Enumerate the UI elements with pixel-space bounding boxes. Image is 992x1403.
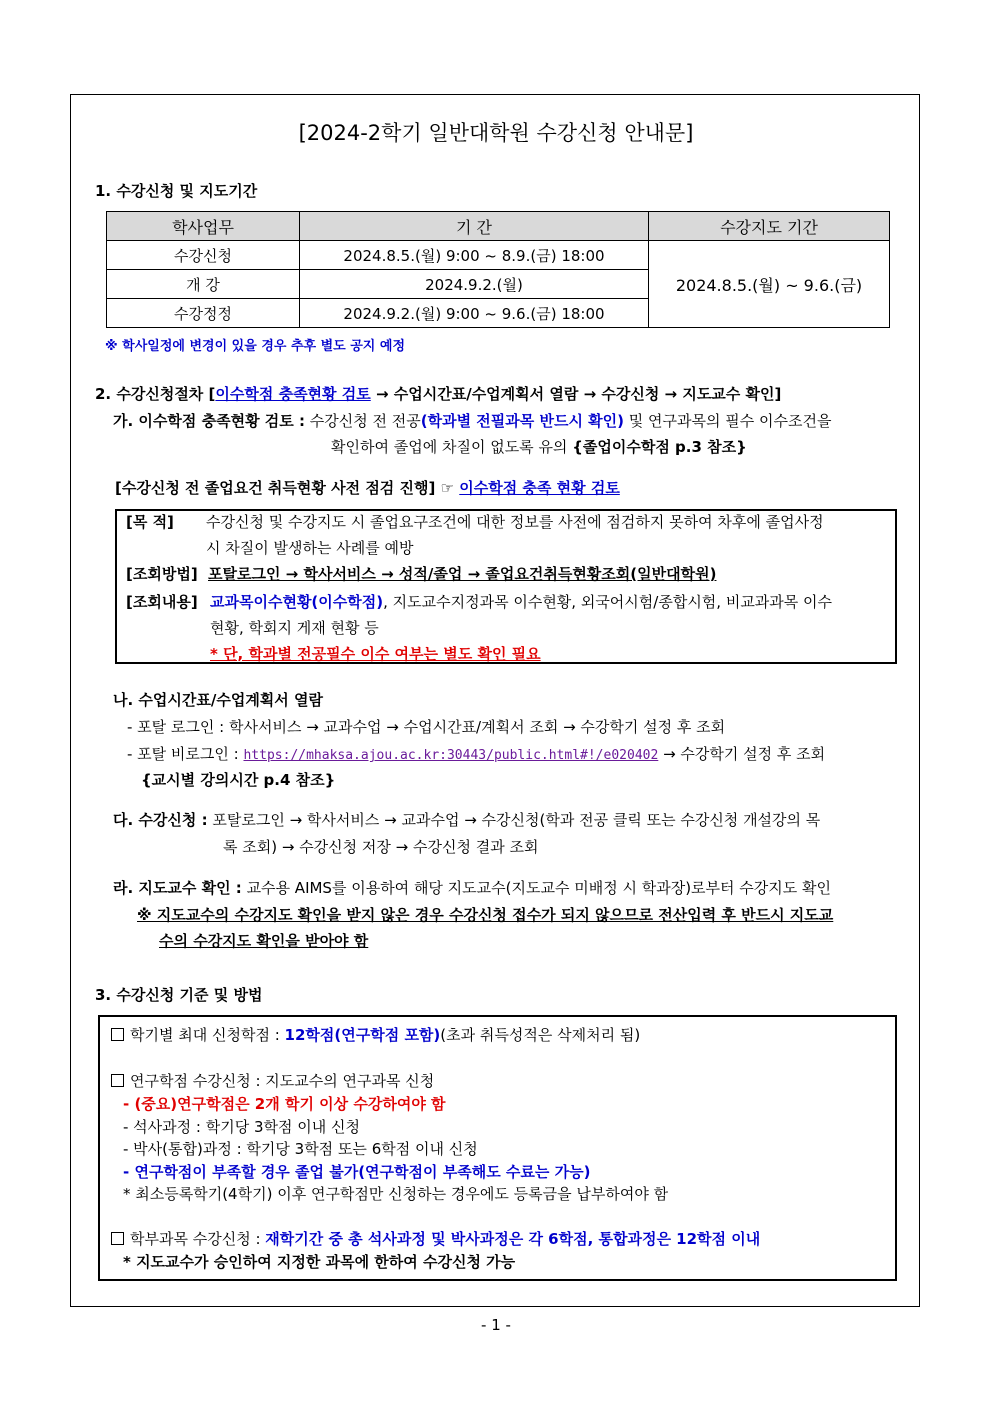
research-title: 연구학점 수강신청 : 지도교수의 연구과목 신청 <box>130 1072 435 1090</box>
section-1-heading: 1. 수강신청 및 지도기간 <box>95 182 258 200</box>
undergrad-line <box>111 1228 760 1249</box>
method-label: [조회방법] <box>126 565 198 583</box>
step-da-line2: 록 조회) → 수강신청 저장 → 수강신청 결과 조회 <box>223 838 539 856</box>
credit-status-link[interactable]: 이수학점 충족 현황 검토 <box>459 479 620 497</box>
step-da-line1 <box>113 809 820 830</box>
precheck-line <box>115 477 620 498</box>
content-highlight: 교과목이수현황(이수학점) <box>210 593 384 611</box>
step-ga-text: 수강신청 전 전공 <box>304 412 421 430</box>
period-cell: 2024.9.2.(월) 9:00 ~ 9.6.(금) 18:00 <box>300 299 649 328</box>
step-na-line2 <box>127 743 825 764</box>
advisor-note-2: 수의 수강지도 확인을 받아야 함 <box>159 932 369 950</box>
task-cell: 개 강 <box>107 270 300 299</box>
content-line-1 <box>210 591 832 612</box>
header-task: 학사업무 <box>107 212 300 241</box>
step-da-text: 포탈로그인 → 학사서비스 → 교과수업 → 수강신청(학과 전공 클릭 또는 수강신청 개설강의 목 <box>207 811 821 829</box>
research-warning: - 연구학점이 부족할 경우 졸업 불가(연구학점이 부족해도 수료는 가능) <box>123 1163 591 1181</box>
method-text: 포탈로그인 → 학사서비스 → 성적/졸업 → 졸업요건취득현황조회(일반대학원) <box>208 565 717 583</box>
undergrad-title: 학부과목 수강신청 : <box>130 1230 266 1248</box>
step-ga-highlight: (학과별 전필과목 반드시 확인) <box>420 412 624 430</box>
step-na-line1: - 포탈 로그인 : 학사서비스 → 교과수업 → 수업시간표/계획서 조회 → 수강학기 설정 후 조회 <box>127 718 726 736</box>
schedule-note: ※ 학사일정에 변경이 있을 경우 추후 별도 공지 예정 <box>105 339 406 354</box>
task-cell: 수강정정 <box>107 299 300 328</box>
content-warning: * 단, 학과별 전공필수 이수 여부는 별도 확인 필요 <box>210 645 541 663</box>
research-important: - (중요)연구학점은 2개 학기 이상 수강하여야 함 <box>123 1095 446 1113</box>
page-frame <box>70 94 920 1307</box>
research-title-line <box>111 1070 434 1091</box>
page-number: - 1 - <box>481 1316 511 1334</box>
page-title: [2024-2학기 일반대학원 수강신청 안내문] <box>298 121 694 145</box>
timetable-url-link[interactable]: https://mhaksa.ajou.ac.kr:30443/public.html#!/e020402 <box>243 748 659 763</box>
step-da-label: 다. 수강신청 : <box>113 811 208 829</box>
criteria-box <box>98 1015 897 1281</box>
advisor-note-1: ※ 지도교수의 수강지도 확인을 받지 않은 경우 수강신청 접수가 되지 않으므로 전산입력 후 반드시 지도교 <box>137 906 834 924</box>
research-master: - 석사과정 : 학기당 3학점 이내 신청 <box>123 1118 360 1136</box>
purpose-text-2: 시 차질이 발생하는 사례를 예방 <box>206 539 414 557</box>
step-ga-line1 <box>113 410 831 431</box>
content-line-2: 현황, 학회지 게재 현황 등 <box>210 619 379 637</box>
task-cell: 수강신청 <box>107 241 300 270</box>
precheck-text: [수강신청 전 졸업요건 취득현황 사전 점검 진행] ☞ <box>115 479 460 497</box>
step-ga-text-end: 및 연구과목의 필수 이수조건을 <box>624 412 832 430</box>
max-credit-note: (초과 취득성적은 삭제처리 됨) <box>440 1026 641 1044</box>
schedule-table <box>106 211 890 328</box>
step-na-ref: {교시별 강의시간 p.4 참조} <box>141 771 336 789</box>
step-ra-label: 라. 지도교수 확인 : <box>113 879 242 897</box>
step-na-post: → 수강학기 설정 후 조회 <box>658 745 826 763</box>
table-row <box>107 241 890 270</box>
max-credit-text: 학기별 최대 신청학점 : <box>130 1026 285 1044</box>
max-credit-value: 12학점(연구학점 포함) <box>284 1026 441 1044</box>
step-ra-text: 교수용 AIMS를 이용하여 해당 지도교수(지도교수 미배정 시 학과장)로부터 수강지도 확인 <box>241 879 831 897</box>
step-na-nologin: - 포탈 비로그인 : <box>127 745 244 763</box>
content-text: , 지도교수지정과목 이수현황, 외국어시험/종합시험, 비교과과목 이수 <box>383 593 833 611</box>
step-ga-text2: 확인하여 졸업에 차질이 없도록 유의 <box>331 438 573 456</box>
header-advising: 수강지도 기간 <box>649 212 890 241</box>
heading-pre: 2. 수강신청절차 [ <box>95 385 216 403</box>
step-ga-label: 가. 이수학점 충족현황 검토 : <box>113 412 305 430</box>
checkbox-icon <box>111 1232 124 1245</box>
section-2-heading <box>95 383 781 404</box>
max-credit-line <box>111 1024 640 1045</box>
step-ra-line1 <box>113 877 831 898</box>
checkbox-icon <box>111 1074 124 1087</box>
period-cell: 2024.9.2.(월) <box>300 270 649 299</box>
undergrad-note: * 지도교수가 승인하여 지정한 과목에 한하여 수강신청 가능 <box>123 1253 516 1271</box>
step-ga-ref: {졸업이수학점 p.3 참조} <box>572 438 747 456</box>
research-note: * 최소등록학기(4학기) 이후 연구학점만 신청하는 경우에도 등록금을 납부하여야 함 <box>123 1185 669 1203</box>
heading-post: → 수업시간표/수업계획서 열람 → 수강신청 → 지도교수 확인] <box>370 385 782 403</box>
precheck-box <box>115 509 897 664</box>
advising-cell: 2024.8.5.(월) ~ 9.6.(금) <box>649 241 890 328</box>
research-phd: - 박사(통합)과정 : 학기당 3학점 또는 6학점 이내 신청 <box>123 1140 478 1158</box>
purpose-text-1: 수강신청 및 수강지도 시 졸업요구조건에 대한 정보를 사전에 점검하지 못하여 차후에 졸업사정 <box>206 513 824 531</box>
purpose-label: [목 적] <box>126 513 174 531</box>
step-na-label: 나. 수업시간표/수업계획서 열람 <box>113 691 323 709</box>
section-3-heading: 3. 수강신청 기준 및 방법 <box>95 986 263 1004</box>
content-label: [조회내용] <box>126 593 198 611</box>
period-cell: 2024.8.5.(월) 9:00 ~ 8.9.(금) 18:00 <box>300 241 649 270</box>
checkbox-icon <box>111 1028 124 1041</box>
step-ga-line2 <box>331 436 747 457</box>
credit-review-link[interactable]: 이수학점 충족현황 검토 <box>215 385 371 403</box>
header-period: 기 간 <box>300 212 649 241</box>
undergrad-limit: 재학기간 중 총 석사과정 및 박사과정은 각 6학점, 통합과정은 12학점 이내 <box>265 1230 761 1248</box>
